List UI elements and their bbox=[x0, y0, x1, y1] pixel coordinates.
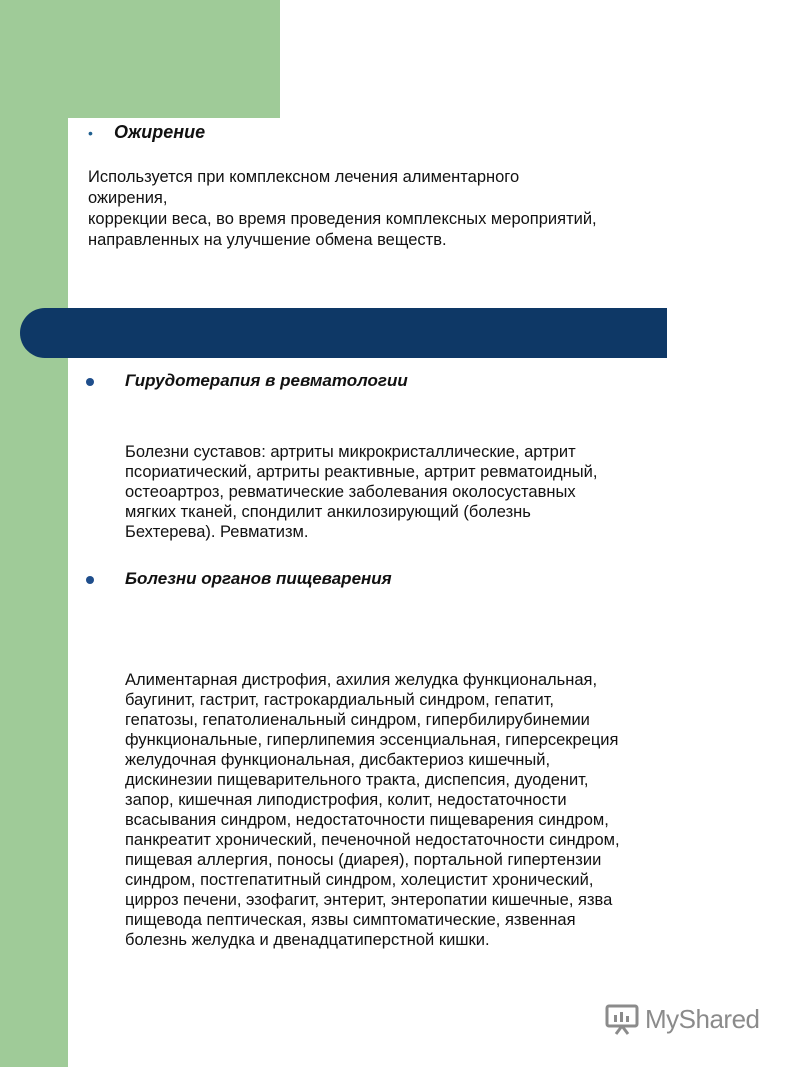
paragraph-line: дискинезии пищеварительного тракта, диспепсия, дуоденит, bbox=[125, 771, 589, 789]
paragraph-line: мягких тканей, спондилит анкилозирующий (болезнь bbox=[125, 503, 531, 521]
watermark-text: MyShared bbox=[645, 1003, 760, 1034]
paragraph-line: цирроз печени, эзофагит, энтерит, энтеропатии кишечные, язва bbox=[125, 891, 613, 909]
paragraph-line: всасывания синдром, недостаточности пищеварения синдром, bbox=[125, 811, 609, 829]
paragraph-line: пищевая аллергия, поносы (диарея), портальной гипертензии bbox=[125, 851, 602, 869]
paragraph-line: баугинит, гастрит, гастрокардиальный синдром, гепатит, bbox=[125, 691, 555, 709]
rheumatology-heading: Гирудотерапия в ревматологии bbox=[125, 371, 408, 390]
obesity-paragraph bbox=[88, 167, 738, 251]
paragraph-line: направленных на улучшение обмена веществ. bbox=[88, 231, 447, 249]
paragraph-line: желудочная функциональная, дисбактериоз кишечный, bbox=[125, 751, 551, 769]
paragraph-line: Алиментарная дистрофия, ахилия желудка функциональная, bbox=[125, 671, 598, 689]
navy-divider-bar bbox=[20, 308, 667, 358]
myshared-watermark bbox=[605, 1003, 760, 1035]
left-green-strip bbox=[0, 0, 68, 1067]
bullet-icon bbox=[86, 378, 94, 386]
paragraph-line: функциональные, гиперлипемия эссенциальная, гиперсекреция bbox=[125, 731, 619, 749]
paragraph-line: панкреатит хронический, печеночной недостаточности синдром, bbox=[125, 831, 620, 849]
digestive-heading: Болезни органов пищеварения bbox=[125, 569, 392, 588]
rheumatology-paragraph bbox=[125, 442, 765, 542]
paragraph-line: Используется при комплексном лечения алиментарного bbox=[88, 168, 520, 186]
paragraph-line: пищевода пептическая, язвы симптоматические, язвенная bbox=[125, 911, 576, 929]
paragraph-line: Бехтерева). Ревматизм. bbox=[125, 523, 309, 541]
paragraph-line: псориатический, артриты реактивные, артрит ревматоидный, bbox=[125, 463, 598, 481]
paragraph-line: коррекции веса, во время проведения комплексных мероприятий, bbox=[88, 210, 597, 228]
bullet-icon bbox=[86, 576, 94, 584]
paragraph-line: Болезни суставов: артриты микрокристаллические, артрит bbox=[125, 443, 576, 461]
paragraph-line: запор, кишечная липодистрофия, колит, недостаточности bbox=[125, 791, 567, 809]
presentation-board-icon bbox=[605, 1003, 639, 1035]
paragraph-line: синдром, постгепатитный синдром, холецистит хронический, bbox=[125, 871, 594, 889]
digestive-paragraph bbox=[125, 670, 765, 950]
paragraph-line: гепатозы, гепатолиенальный синдром, гипербилирубинемии bbox=[125, 711, 590, 729]
paragraph-line: остеоартроз, ревматические заболевания околосуставных bbox=[125, 483, 576, 501]
bullet-icon: • bbox=[88, 124, 93, 141]
obesity-section bbox=[88, 122, 748, 251]
top-green-panel bbox=[0, 0, 280, 118]
obesity-heading-row bbox=[88, 122, 748, 143]
paragraph-line: ожирения, bbox=[88, 189, 168, 207]
obesity-heading: Ожирение bbox=[114, 122, 206, 142]
paragraph-line: болезнь желудка и двенадцатиперстной кишки. bbox=[125, 931, 490, 949]
